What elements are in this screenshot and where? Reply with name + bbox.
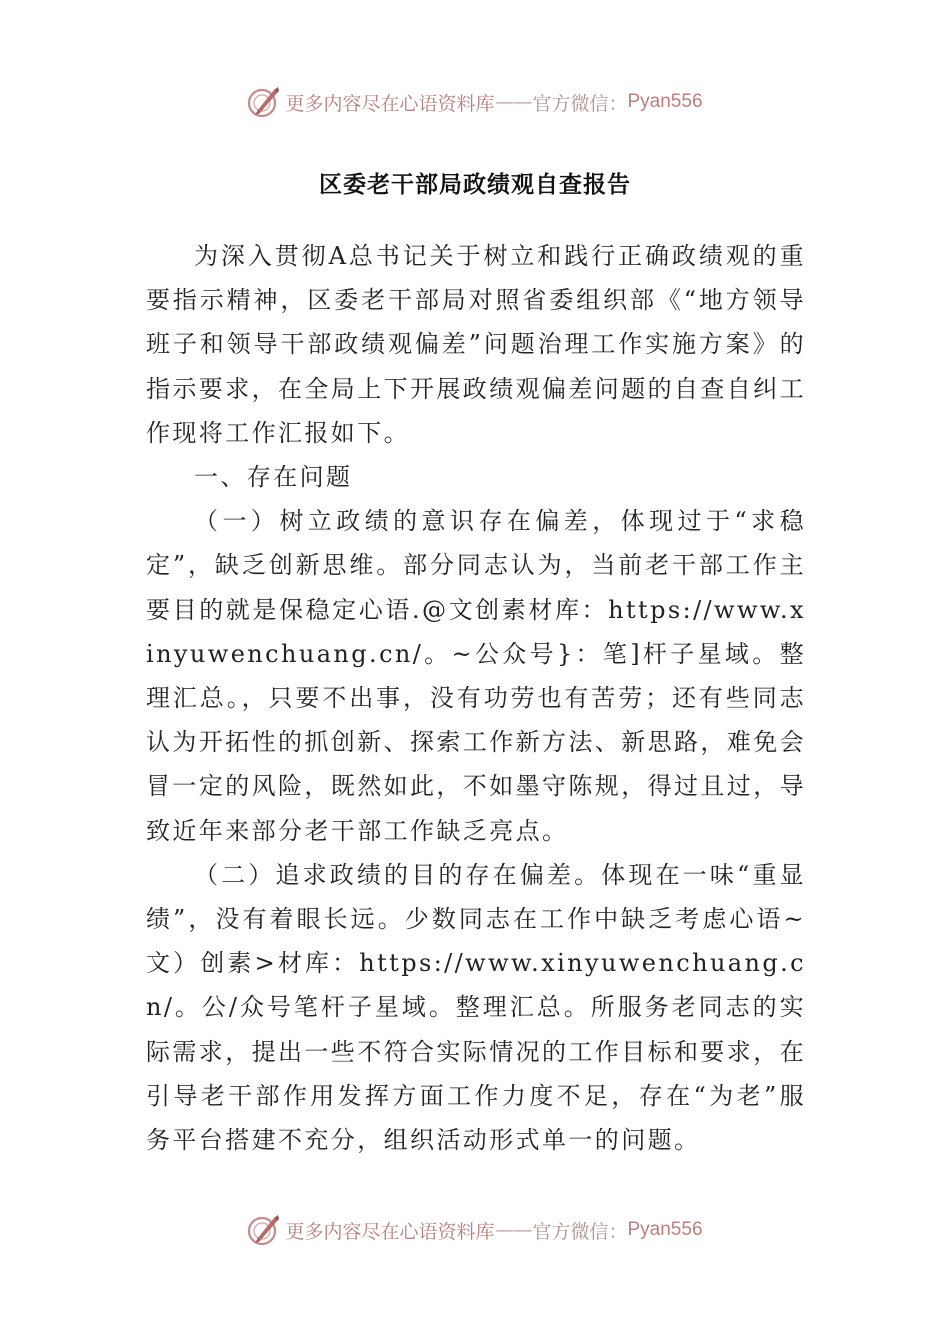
document-title: 区委老干部局政绩观自查报告 <box>319 172 631 198</box>
header-watermark <box>0 82 950 122</box>
issue-paragraph-1: （一）树立政绩的意识存在偏差，体现过于“求稳定”，缺乏创新思维。部分同志认为，当前老干部工作主要目的就是保稳定心语.@文创素材库：https://www.xinyuwenchuang.cn/。~公众号}：笔]杆子星域。整理汇总。，只要不出事，没有功劳也有苦劳；还有些同志认为开拓性的抓创新、探索工作新方法、新思路，难免会冒一定的风险，既然如此，不如墨守陈规，得过且过，导致近年来部分老干部工作缺乏亮点。 <box>146 507 806 845</box>
watermark-label: 官方微信： <box>532 1220 628 1243</box>
quill-logo-icon <box>247 85 281 119</box>
watermark-brand-text: 更多内容尽在心语资料库 <box>285 92 495 115</box>
section-heading: 一、存在问题 <box>194 463 353 492</box>
watermark-separator: —— <box>495 91 532 113</box>
quill-logo-icon <box>247 1213 281 1247</box>
watermark-brand-text: 更多内容尽在心语资料库 <box>285 1220 495 1243</box>
watermark-wechat-id: Pyan556 <box>627 1219 703 1240</box>
document-body <box>146 234 806 1162</box>
watermark-separator: —— <box>495 1219 532 1241</box>
watermark-wechat-id: Pyan556 <box>627 91 703 112</box>
issue-paragraph-2: （二）追求政绩的目的存在偏差。体现在一味“重显绩”，没有着眼长远。少数同志在工作中缺乏考虑心语~文）创素>材库：https://www.xinyuwenchuang.cn/。公/众号笔杆子星域。整理汇总。所服务老同志的实际需求，提出一些不符合实际情况的工作目标和要求，在引导老干部作用发挥方面工作力度不足，存在“为老”服务平台搭建不充分，组织活动形式单一的问题。 <box>146 860 806 1155</box>
footer-watermark <box>0 1210 950 1250</box>
intro-paragraph: 为深入贯彻A总书记关于树立和践行正确政绩观的重要指示精神，区委老干部局对照省委组织部《“地方领导班子和领导干部政绩观偏差”问题治理工作实施方案》的指示要求，在全局上下开展政绩观偏差问题的自查自纠工作现将工作汇报如下。 <box>146 242 806 447</box>
watermark-label: 官方微信： <box>532 92 628 115</box>
